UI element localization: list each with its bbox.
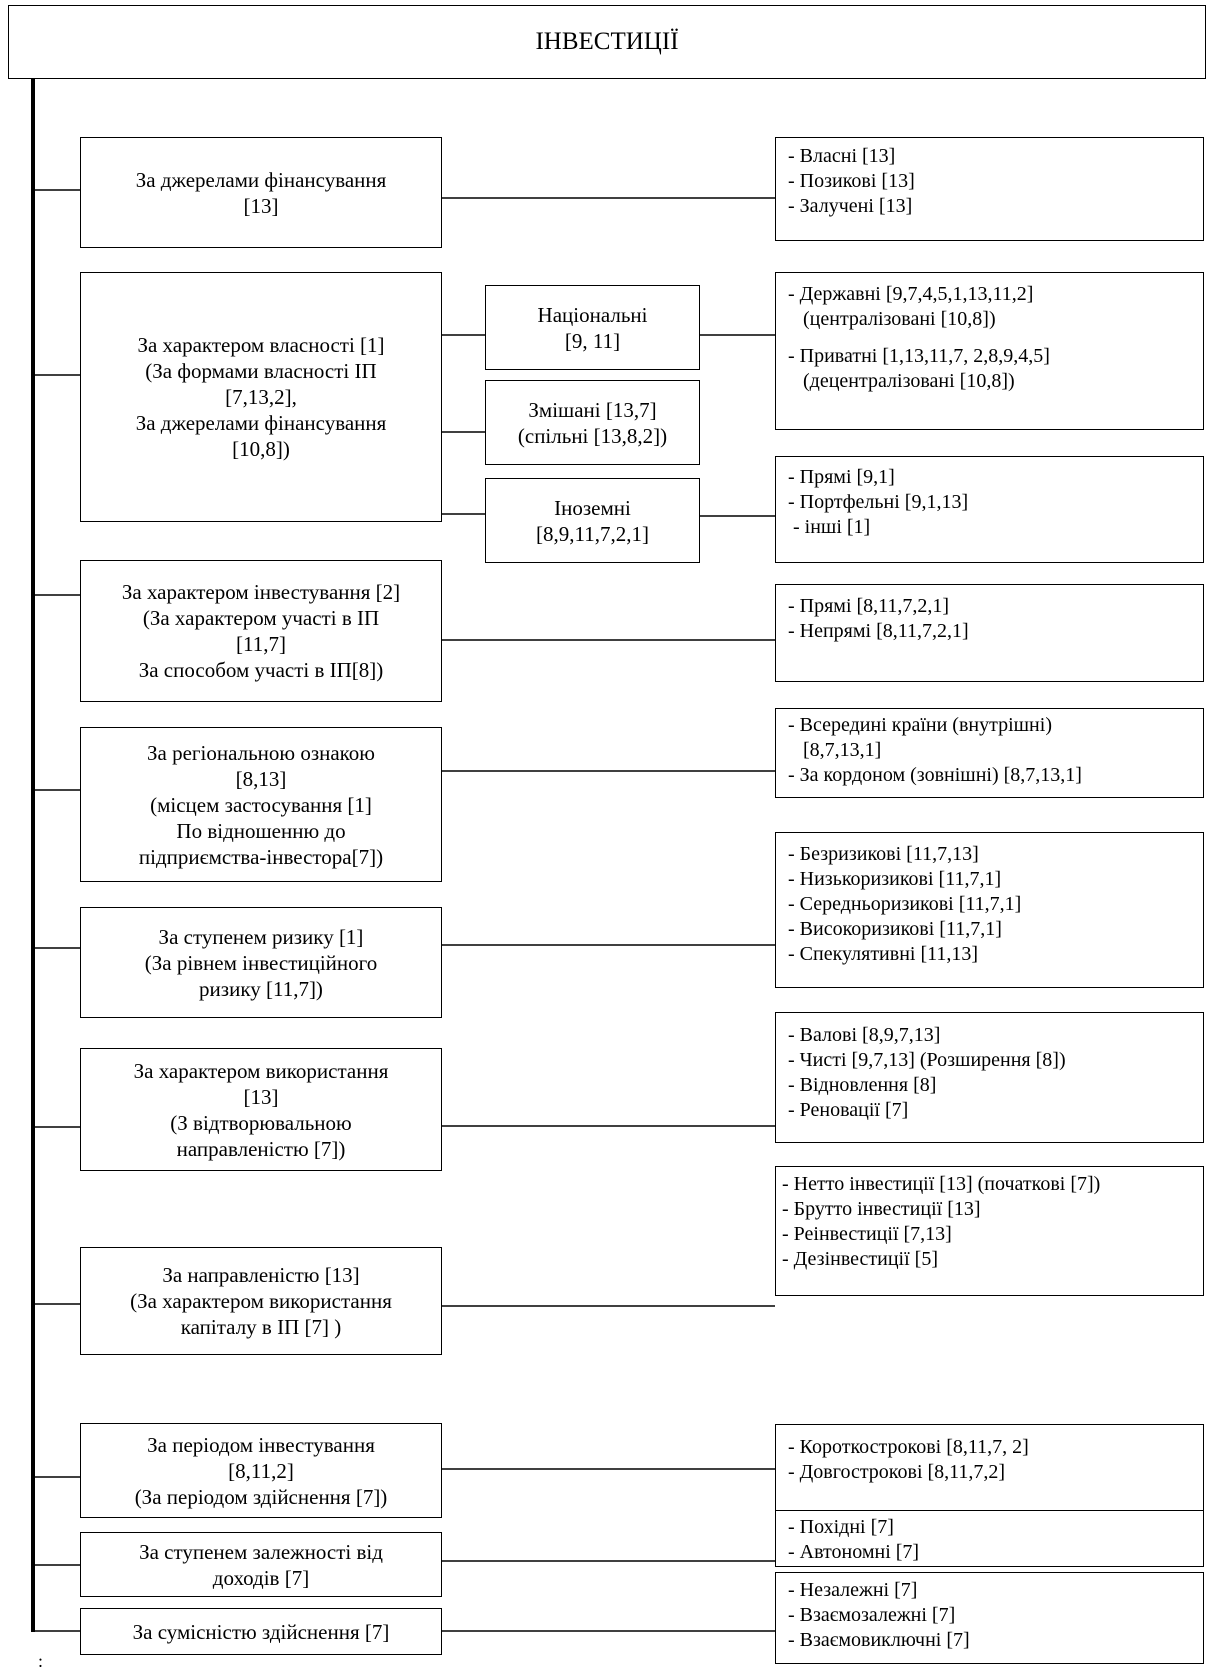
category-line: За характером використання	[133, 1058, 389, 1083]
ownership-mixed	[485, 380, 700, 465]
category-line: (З відтворювальною	[170, 1110, 352, 1135]
ownership-line: Іноземні	[554, 495, 631, 520]
category-line: За характером інвестування [2]	[121, 580, 401, 604]
category-ownership	[80, 272, 442, 522]
category-line: [13]	[243, 193, 279, 218]
stray-colon-mark: :	[38, 1651, 44, 1671]
category-line: За регіональною ознакою	[146, 740, 376, 765]
result-item: - Спекулятивні [11,13]	[788, 943, 979, 965]
result-compatibility	[775, 1572, 1204, 1664]
category-direction	[80, 1247, 442, 1355]
category-income-dependence	[80, 1532, 442, 1597]
category-line: (За характером використання	[130, 1289, 392, 1313]
category-compatibility	[80, 1608, 442, 1655]
category-line: [8,13]	[235, 766, 287, 791]
result-item: - Державні [9,7,4,5,1,13,11,2]	[788, 283, 1034, 305]
result-item: (децентралізовані [10,8])	[788, 370, 1015, 392]
category-line: (За формами власності ІП	[145, 359, 377, 383]
result-item: (централізовані [10,8])	[788, 308, 996, 330]
result-item: - інші [1]	[788, 516, 871, 538]
result-item: - Похідні [7]	[788, 1516, 894, 1538]
result-item: - Короткострокові [8,11,7, 2]	[788, 1436, 1029, 1458]
category-line: За ступенем залежності від	[139, 1539, 383, 1564]
category-line: (За періодом здійснення [7])	[134, 1484, 388, 1509]
result-item: - Портфельні [9,1,13]	[788, 491, 969, 513]
category-line: За сумісністю здійснення [7]	[132, 1619, 390, 1644]
category-line: (місцем застосування [1]	[150, 792, 372, 817]
result-item: - Непрямі [8,11,7,2,1]	[788, 620, 969, 642]
result-item: - Відновлення [8]	[788, 1074, 937, 1096]
ownership-foreign	[485, 478, 700, 563]
result-risk	[775, 832, 1204, 988]
category-line: [11,7]	[236, 632, 286, 656]
category-line: За способом участі в ІП[8])	[138, 658, 384, 682]
result-financing	[775, 137, 1204, 241]
result-item: - Дезінвестиції [5]	[782, 1248, 938, 1270]
result-item: - Довгострокові [8,11,7,2]	[788, 1461, 1006, 1483]
result-item: - Середньоризикові [11,7,1]	[788, 893, 1022, 915]
category-investing-character	[80, 560, 442, 702]
result-item: - Власні [13]	[788, 145, 896, 167]
category-line: За періодом інвестування	[147, 1432, 375, 1457]
category-period	[80, 1423, 442, 1518]
result-item: - Автономні [7]	[788, 1541, 920, 1563]
ownership-line: Національні	[537, 302, 648, 327]
result-item: - Позикові [13]	[788, 170, 915, 192]
category-line: За ступенем ризику [1]	[158, 924, 364, 949]
ownership-line: [9, 11]	[564, 328, 621, 353]
category-line: За характером власності [1]	[137, 333, 385, 357]
category-line: За джерелами фінансування	[135, 411, 387, 435]
category-line: По відношенню до	[176, 818, 346, 843]
result-regional	[775, 708, 1204, 798]
result-direction	[775, 1166, 1204, 1296]
category-line: ризику [11,7])	[199, 976, 323, 1001]
result-investing	[775, 584, 1204, 682]
category-line: [10,8])	[232, 437, 290, 461]
result-item: - Залучені [13]	[788, 195, 913, 217]
result-item: - Низькоризикові [11,7,1]	[788, 868, 1002, 890]
category-line: [13]	[243, 1084, 279, 1109]
result-item: - Брутто інвестиції [13]	[782, 1198, 981, 1220]
result-period	[775, 1424, 1204, 1516]
result-item: - Безризикові [11,7,13]	[788, 843, 979, 865]
ownership-national	[485, 285, 700, 370]
ownership-line: (спільні [13,8,2])	[517, 423, 668, 448]
result-item: - Прямі [9,1]	[788, 466, 895, 488]
category-line: (За характером участі в ІП	[142, 606, 380, 630]
category-regional	[80, 727, 442, 882]
result-item: - Взаємозалежні [7]	[788, 1604, 956, 1626]
result-item: - Реновації [7]	[788, 1099, 909, 1121]
result-item: - Приватні [1,13,11,7, 2,8,9,4,5]	[788, 345, 1050, 367]
result-item: - Високоризикові [11,7,1]	[788, 918, 1002, 940]
result-item: [8,7,13,1]	[788, 739, 882, 761]
category-line: капіталу в ІП [7] )	[180, 1315, 342, 1339]
result-item: - Чисті [9,7,13] (Розширення [8])	[788, 1049, 1066, 1071]
category-line: направленістю [7])	[176, 1136, 346, 1161]
result-item: - За кордоном (зовнішні) [8,7,13,1]	[788, 764, 1082, 786]
category-line: (За рівнем інвестиційного	[144, 950, 378, 975]
category-line: За направленістю [13]	[162, 1263, 360, 1287]
category-line: підприємства-інвестора[7])	[138, 844, 384, 869]
result-item: - Нетто інвестиції [13] (початкові [7])	[782, 1173, 1101, 1195]
category-line: [8,11,2]	[228, 1458, 294, 1483]
diagram-title: ІНВЕСТИЦІЇ	[8, 5, 1206, 79]
category-financing-sources	[80, 137, 442, 248]
result-item: - Валові [8,9,7,13]	[788, 1024, 941, 1046]
category-line: За джерелами фінансування	[135, 167, 387, 192]
result-item: - Реінвестиції [7,13]	[782, 1223, 952, 1245]
result-item: - Всередині країни (внутрішні)	[788, 714, 1052, 736]
result-item: - Взаємовиключні [7]	[788, 1629, 970, 1651]
category-line: доходів [7]	[212, 1565, 310, 1590]
category-line: [7,13,2],	[225, 385, 297, 409]
result-item: - Незалежні [7]	[788, 1579, 918, 1601]
result-national	[775, 272, 1204, 430]
result-dependence	[775, 1510, 1204, 1567]
category-risk	[80, 907, 442, 1018]
result-usage	[775, 1012, 1204, 1143]
category-usage	[80, 1048, 442, 1171]
ownership-line: Змішані [13,7]	[528, 397, 657, 422]
ownership-line: [8,9,11,7,2,1]	[536, 521, 649, 546]
result-item: - Прямі [8,11,7,2,1]	[788, 595, 950, 617]
result-foreign	[775, 456, 1204, 563]
